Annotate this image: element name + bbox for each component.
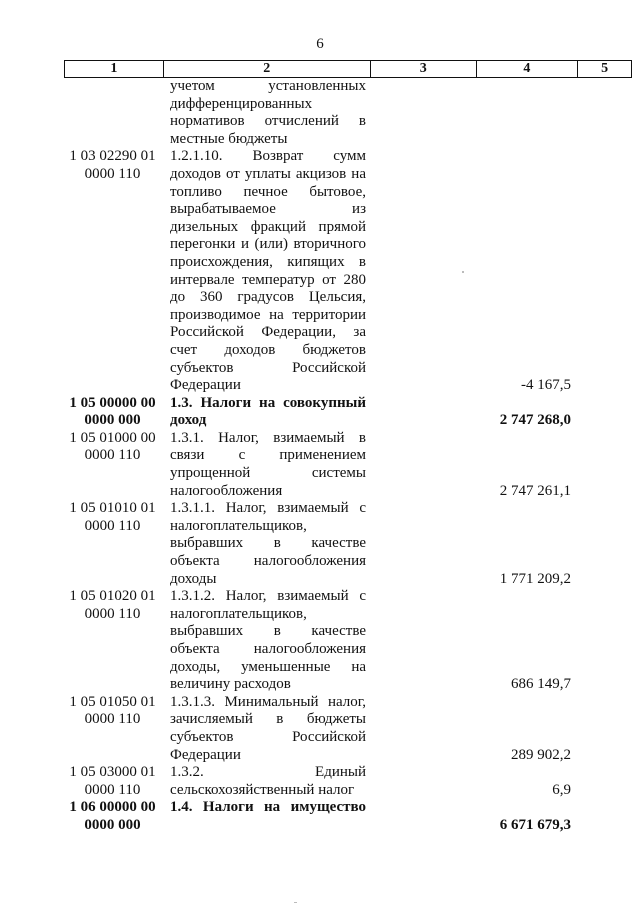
scan-speck	[294, 902, 297, 903]
row-description	[170, 694, 366, 764]
row-description	[170, 799, 366, 834]
table-row	[64, 799, 632, 834]
header-col-5: 5	[601, 61, 609, 76]
description-line: местные бюджеты	[170, 130, 288, 147]
row-amount: 6 671 679,3	[499, 816, 571, 833]
row-amount: 6,9	[552, 781, 571, 798]
description-line: величину расходов	[170, 676, 291, 693]
row-code: 1 05 03000 01 0000 110	[69, 764, 156, 798]
description-line: выбравших в качестве	[170, 623, 366, 640]
row-code: 1 05 01020 01 0000 110	[69, 588, 156, 622]
description-line: вырабатываемое из	[170, 201, 366, 218]
description-line: сельскохозяйственный налог	[170, 781, 355, 798]
table-row	[64, 694, 632, 764]
scan-speck	[462, 271, 464, 273]
header-col-4: 4	[477, 61, 579, 77]
description-line: 1.3.1.2. Налог, взимаемый с	[170, 588, 366, 605]
description-line: налогоплательщиков,	[170, 605, 307, 622]
description-line: Федерации	[170, 377, 241, 394]
row-code: 1 05 01000 00 0000 110	[69, 429, 156, 464]
row-description	[170, 78, 366, 148]
description-line: субъектов Российской	[170, 728, 366, 745]
description-line: топливо печное бытовое,	[170, 183, 366, 200]
description-line: доход	[170, 412, 207, 429]
table-body	[64, 78, 632, 835]
row-description	[170, 500, 366, 588]
description-line: интервале температур от 280	[170, 271, 366, 288]
description-line: 1.3.2. Единый	[170, 764, 366, 781]
description-line: 1.3.1.1. Налог, взимаемый с	[170, 500, 366, 517]
description-line: доходы, уменьшенные на	[170, 658, 366, 675]
description-line	[170, 817, 366, 835]
description-line: 1.4. Налоги на имущество	[170, 799, 366, 816]
description-line: производимое на территории	[170, 306, 366, 323]
table-row	[64, 588, 632, 694]
description-line: налогоплательщиков,	[170, 517, 307, 534]
description-line: 1.3.1. Налог, взимаемый в	[170, 429, 366, 446]
description-line: связи с применением	[170, 447, 366, 464]
description-line: перегонки и (или) вторичного	[170, 236, 366, 253]
description-line: доходы	[170, 570, 217, 587]
description-line: объекта налогообложения	[170, 553, 366, 570]
description-line: дифференцированных	[170, 95, 313, 112]
row-code: 1 06 00000 00 0000 000	[69, 799, 156, 833]
header-col-2: 2	[164, 61, 371, 77]
row-description	[170, 148, 366, 394]
table-row	[64, 148, 632, 394]
table-row	[64, 764, 632, 799]
row-amount: 1 771 209,2	[499, 570, 571, 587]
header-col-1: 1	[65, 61, 164, 77]
table-row	[64, 500, 632, 588]
row-amount: 289 902,2	[511, 746, 571, 763]
table-header	[64, 60, 632, 78]
row-code: 1 03 02290 01 0000 110	[69, 148, 156, 182]
description-line: объекта налогообложения	[170, 641, 366, 657]
row-code: 1 05 00000 00 0000 000	[69, 394, 156, 429]
row-amount: 686 149,7	[511, 676, 571, 693]
row-amount: 2 747 268,0	[499, 412, 571, 429]
row-description	[170, 764, 366, 799]
row-description	[170, 395, 366, 430]
row-amount: -4 167,5	[521, 377, 571, 394]
row-code: 1 05 01010 01 0000 110	[69, 500, 156, 534]
description-line: до 360 градусов Цельсия,	[170, 289, 366, 306]
description-line: Федерации	[170, 746, 241, 763]
description-line: зачисляемый в бюджеты	[170, 711, 366, 728]
header-col-3: 3	[371, 61, 477, 77]
row-amount: 2 747 261,1	[499, 482, 571, 499]
description-line: учетом установленных	[170, 78, 366, 94]
description-line: дизельных фракций прямой	[170, 218, 366, 235]
description-line: счет доходов бюджетов	[170, 341, 366, 358]
description-line: упрощенной системы	[170, 465, 366, 482]
description-line: нормативов отчислений в	[170, 113, 366, 130]
description-line: субъектов Российской	[170, 359, 366, 376]
description-line: налогообложения	[170, 482, 283, 499]
description-line: 1.2.1.10. Возврат сумм	[170, 148, 366, 165]
table-row	[64, 78, 632, 148]
description-line: 1.3. Налоги на совокупный	[170, 394, 366, 411]
row-description	[170, 430, 366, 500]
table-row	[64, 430, 632, 500]
row-code: 1 05 01050 01 0000 110	[69, 693, 156, 728]
row-description	[170, 588, 366, 694]
description-line: происхождения, кипящих в	[170, 253, 366, 270]
description-line: 1.3.1.3. Минимальный налог,	[170, 693, 366, 710]
page-number: 6	[316, 36, 324, 52]
description-line: доходов от уплаты акцизов на	[170, 165, 366, 182]
description-line: Российской Федерации, за	[170, 324, 366, 341]
table-row	[64, 395, 632, 430]
description-line: выбравших в качестве	[170, 535, 366, 552]
